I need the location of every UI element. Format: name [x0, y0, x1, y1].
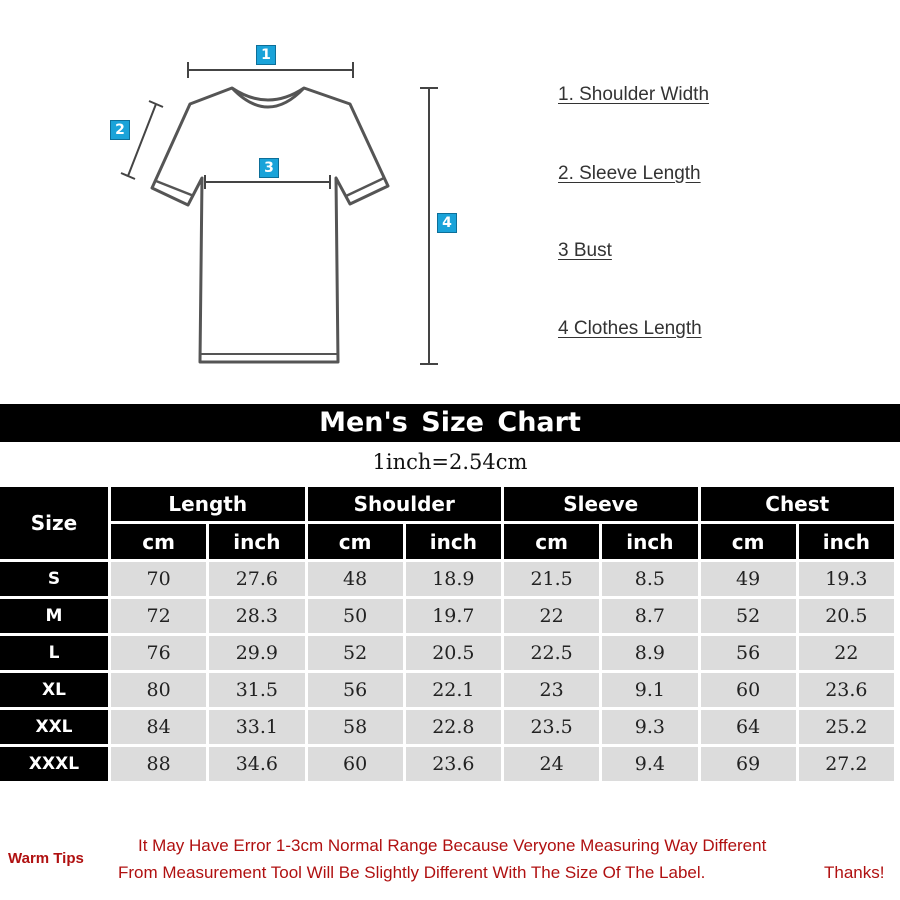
- table-row: [0, 710, 894, 744]
- measurement-diagram: [0, 0, 900, 400]
- group-header-sleeve: Sleeve: [504, 487, 698, 521]
- table-cell: 69: [701, 747, 796, 781]
- unit-header-cm: cm: [504, 524, 599, 559]
- table-cell: 22.5: [504, 636, 599, 670]
- table-cell: 72: [111, 599, 206, 633]
- table-cell: 56: [308, 673, 403, 707]
- tshirt-collar: [232, 88, 304, 107]
- group-header-chest: Chest: [701, 487, 895, 521]
- badge-clothes-length: 4: [437, 213, 457, 233]
- table-cell: 70: [111, 562, 206, 596]
- table-body: [0, 562, 894, 781]
- table-cell: 23.6: [799, 673, 894, 707]
- table-cell: 31.5: [209, 673, 304, 707]
- group-header-shoulder: Shoulder: [308, 487, 502, 521]
- table-row: [0, 636, 894, 670]
- table-cell: 9.4: [602, 747, 697, 781]
- table-cell: 20.5: [406, 636, 501, 670]
- table-cell: 23.6: [406, 747, 501, 781]
- tshirt-outline: [0, 0, 900, 400]
- table-cell: 52: [701, 599, 796, 633]
- clothes-length-arrow: [420, 88, 438, 364]
- warm-tips-line-2: From Measurement Tool Will Be Slightly Different With The Size Of The Label.: [118, 863, 706, 882]
- legend-shoulder-width: 1. Shoulder Width: [558, 84, 710, 105]
- badge-bust: 3: [259, 158, 279, 178]
- table-group-header-row: [0, 487, 894, 521]
- table-cell: 84: [111, 710, 206, 744]
- table-cell: 23: [504, 673, 599, 707]
- size-column-header: Size: [0, 487, 108, 559]
- table-unit-header-row: [0, 524, 894, 559]
- size-label: M: [0, 599, 108, 633]
- table-cell: 9.1: [602, 673, 697, 707]
- table-cell: 88: [111, 747, 206, 781]
- unit-header-cm: cm: [701, 524, 796, 559]
- badge-sleeve-length: 2: [110, 120, 130, 140]
- unit-conversion: 1inch=2.54cm: [372, 450, 528, 474]
- table-cell: 20.5: [799, 599, 894, 633]
- table-cell: 80: [111, 673, 206, 707]
- table-row: [0, 599, 894, 633]
- table-cell: 22: [799, 636, 894, 670]
- table-cell: 50: [308, 599, 403, 633]
- unit-header-inch: inch: [799, 524, 894, 559]
- unit-header-cm: cm: [308, 524, 403, 559]
- tshirt-shape: [152, 88, 388, 362]
- size-label: L: [0, 636, 108, 670]
- table-cell: 64: [701, 710, 796, 744]
- table-cell: 28.3: [209, 599, 304, 633]
- unit-header-inch: inch: [209, 524, 304, 559]
- legend-clothes-length: 4 Clothes Length: [558, 318, 702, 339]
- warm-tips-line-1: It May Have Error 1-3cm Normal Range Because Veryone Measuring Way Different: [138, 836, 767, 855]
- group-header-length: Length: [111, 487, 305, 521]
- legend-bust: 3 Bust: [558, 240, 612, 261]
- table-cell: 29.9: [209, 636, 304, 670]
- table-cell: 19.7: [406, 599, 501, 633]
- table-cell: 24: [504, 747, 599, 781]
- table-cell: 76: [111, 636, 206, 670]
- table-cell: 19.3: [799, 562, 894, 596]
- warm-tips-label: Warm Tips: [8, 850, 84, 867]
- size-label: XXL: [0, 710, 108, 744]
- table-cell: 25.2: [799, 710, 894, 744]
- table-cell: 27.6: [209, 562, 304, 596]
- table-cell: 8.9: [602, 636, 697, 670]
- legend-sleeve-length: 2. Sleeve Length: [558, 163, 701, 184]
- table-cell: 22.8: [406, 710, 501, 744]
- table-cell: 60: [308, 747, 403, 781]
- table-cell: 22: [504, 599, 599, 633]
- unit-header-inch: inch: [602, 524, 697, 559]
- unit-header-cm: cm: [111, 524, 206, 559]
- size-label: XL: [0, 673, 108, 707]
- table-cell: 21.5: [504, 562, 599, 596]
- table-cell: 34.6: [209, 747, 304, 781]
- table-cell: 33.1: [209, 710, 304, 744]
- table-cell: 27.2: [799, 747, 894, 781]
- table-cell: 8.5: [602, 562, 697, 596]
- sleeve-length-arrow: [121, 101, 163, 179]
- table-row: [0, 673, 894, 707]
- size-table: [0, 484, 897, 784]
- table-cell: 49: [701, 562, 796, 596]
- badge-shoulder-width: 1: [256, 45, 276, 65]
- table-cell: 58: [308, 710, 403, 744]
- table-row: [0, 747, 894, 781]
- table-cell: 8.7: [602, 599, 697, 633]
- size-label: XXXL: [0, 747, 108, 781]
- table-cell: 18.9: [406, 562, 501, 596]
- table-row: [0, 562, 894, 596]
- table-cell: 48: [308, 562, 403, 596]
- chart-title: Men's Size Chart: [0, 404, 900, 442]
- unit-header-inch: inch: [406, 524, 501, 559]
- table-cell: 9.3: [602, 710, 697, 744]
- warm-tips-thanks: Thanks!: [824, 863, 885, 882]
- table-cell: 23.5: [504, 710, 599, 744]
- size-label: S: [0, 562, 108, 596]
- table-cell: 60: [701, 673, 796, 707]
- table-cell: 22.1: [406, 673, 501, 707]
- table-cell: 56: [701, 636, 796, 670]
- table-cell: 52: [308, 636, 403, 670]
